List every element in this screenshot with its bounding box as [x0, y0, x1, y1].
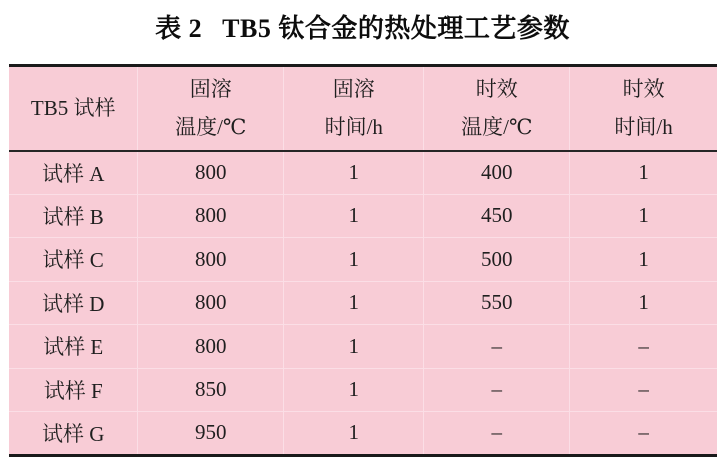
cell-aging-time: – — [570, 325, 717, 369]
table-row — [9, 281, 717, 325]
table-row — [9, 368, 717, 412]
cell-aging-temp: 500 — [424, 238, 570, 282]
cell-solution-temp: 800 — [138, 238, 284, 282]
header-aging-time-line2: 时间/h — [614, 115, 673, 140]
cell-sample: 试样 E — [9, 325, 138, 369]
cell-aging-time: 1 — [570, 238, 717, 282]
cell-sample: 试样 C — [9, 238, 138, 282]
cell-sample: 试样 D — [9, 281, 138, 325]
cell-solution-time: 1 — [284, 281, 424, 325]
cell-aging-temp: – — [424, 325, 570, 369]
cell-solution-time: 1 — [284, 151, 424, 195]
header-row — [9, 66, 717, 151]
cell-aging-temp: – — [424, 412, 570, 456]
cell-solution-time: 1 — [284, 238, 424, 282]
cell-aging-time: 1 — [570, 151, 717, 195]
cell-sample: 试样 B — [9, 194, 138, 238]
header-aging-temp-line1: 时效 — [475, 77, 518, 102]
header-aging-time-line1: 时效 — [622, 77, 665, 102]
header-aging-temp-line2: 温度/℃ — [461, 115, 533, 140]
header-cell-sample — [9, 66, 138, 151]
header-solution-time-line1: 固溶 — [332, 77, 375, 102]
table-row — [9, 194, 717, 238]
cell-aging-temp: 550 — [424, 281, 570, 325]
cell-solution-temp: 800 — [138, 325, 284, 369]
cell-solution-time: 1 — [284, 325, 424, 369]
cell-aging-temp: 450 — [424, 194, 570, 238]
cell-aging-time: – — [570, 412, 717, 456]
cell-aging-time: 1 — [570, 281, 717, 325]
cell-solution-temp: 950 — [138, 412, 284, 456]
cell-sample: 试样 G — [9, 412, 138, 456]
cell-solution-time: 1 — [284, 368, 424, 412]
table-header — [9, 66, 717, 151]
cell-solution-temp: 800 — [138, 194, 284, 238]
cell-aging-temp: 400 — [424, 151, 570, 195]
table-row — [9, 412, 717, 456]
header-cell-solution-temp — [138, 66, 284, 151]
cell-solution-time: 1 — [284, 412, 424, 456]
table-row — [9, 325, 717, 369]
table-caption — [0, 8, 725, 45]
header-cell-aging-time — [570, 66, 717, 151]
cell-solution-temp: 800 — [138, 281, 284, 325]
heat-treatment-table — [9, 64, 717, 457]
cell-aging-time: – — [570, 368, 717, 412]
cell-sample: 试样 F — [9, 368, 138, 412]
table-caption-text: TB5 钛合金的热处理工艺参数 — [222, 14, 570, 43]
cell-solution-time: 1 — [284, 194, 424, 238]
header-solution-time-line2: 时间/h — [324, 115, 383, 140]
table-row — [9, 238, 717, 282]
cell-aging-time: 1 — [570, 194, 717, 238]
table-container — [9, 64, 717, 457]
header-cell-aging-temp — [424, 66, 570, 151]
header-sample-label: TB5 试样 — [30, 96, 116, 121]
header-solution-temp-line1: 固溶 — [189, 77, 232, 102]
cell-sample: 试样 A — [9, 151, 138, 195]
table-caption-label: 表 2 — [155, 14, 203, 43]
table-body — [9, 151, 717, 456]
header-solution-temp-line2: 温度/℃ — [175, 115, 247, 140]
table-row — [9, 151, 717, 195]
header-cell-solution-time — [284, 66, 424, 151]
cell-solution-temp: 850 — [138, 368, 284, 412]
cell-solution-temp: 800 — [138, 151, 284, 195]
cell-aging-temp: – — [424, 368, 570, 412]
